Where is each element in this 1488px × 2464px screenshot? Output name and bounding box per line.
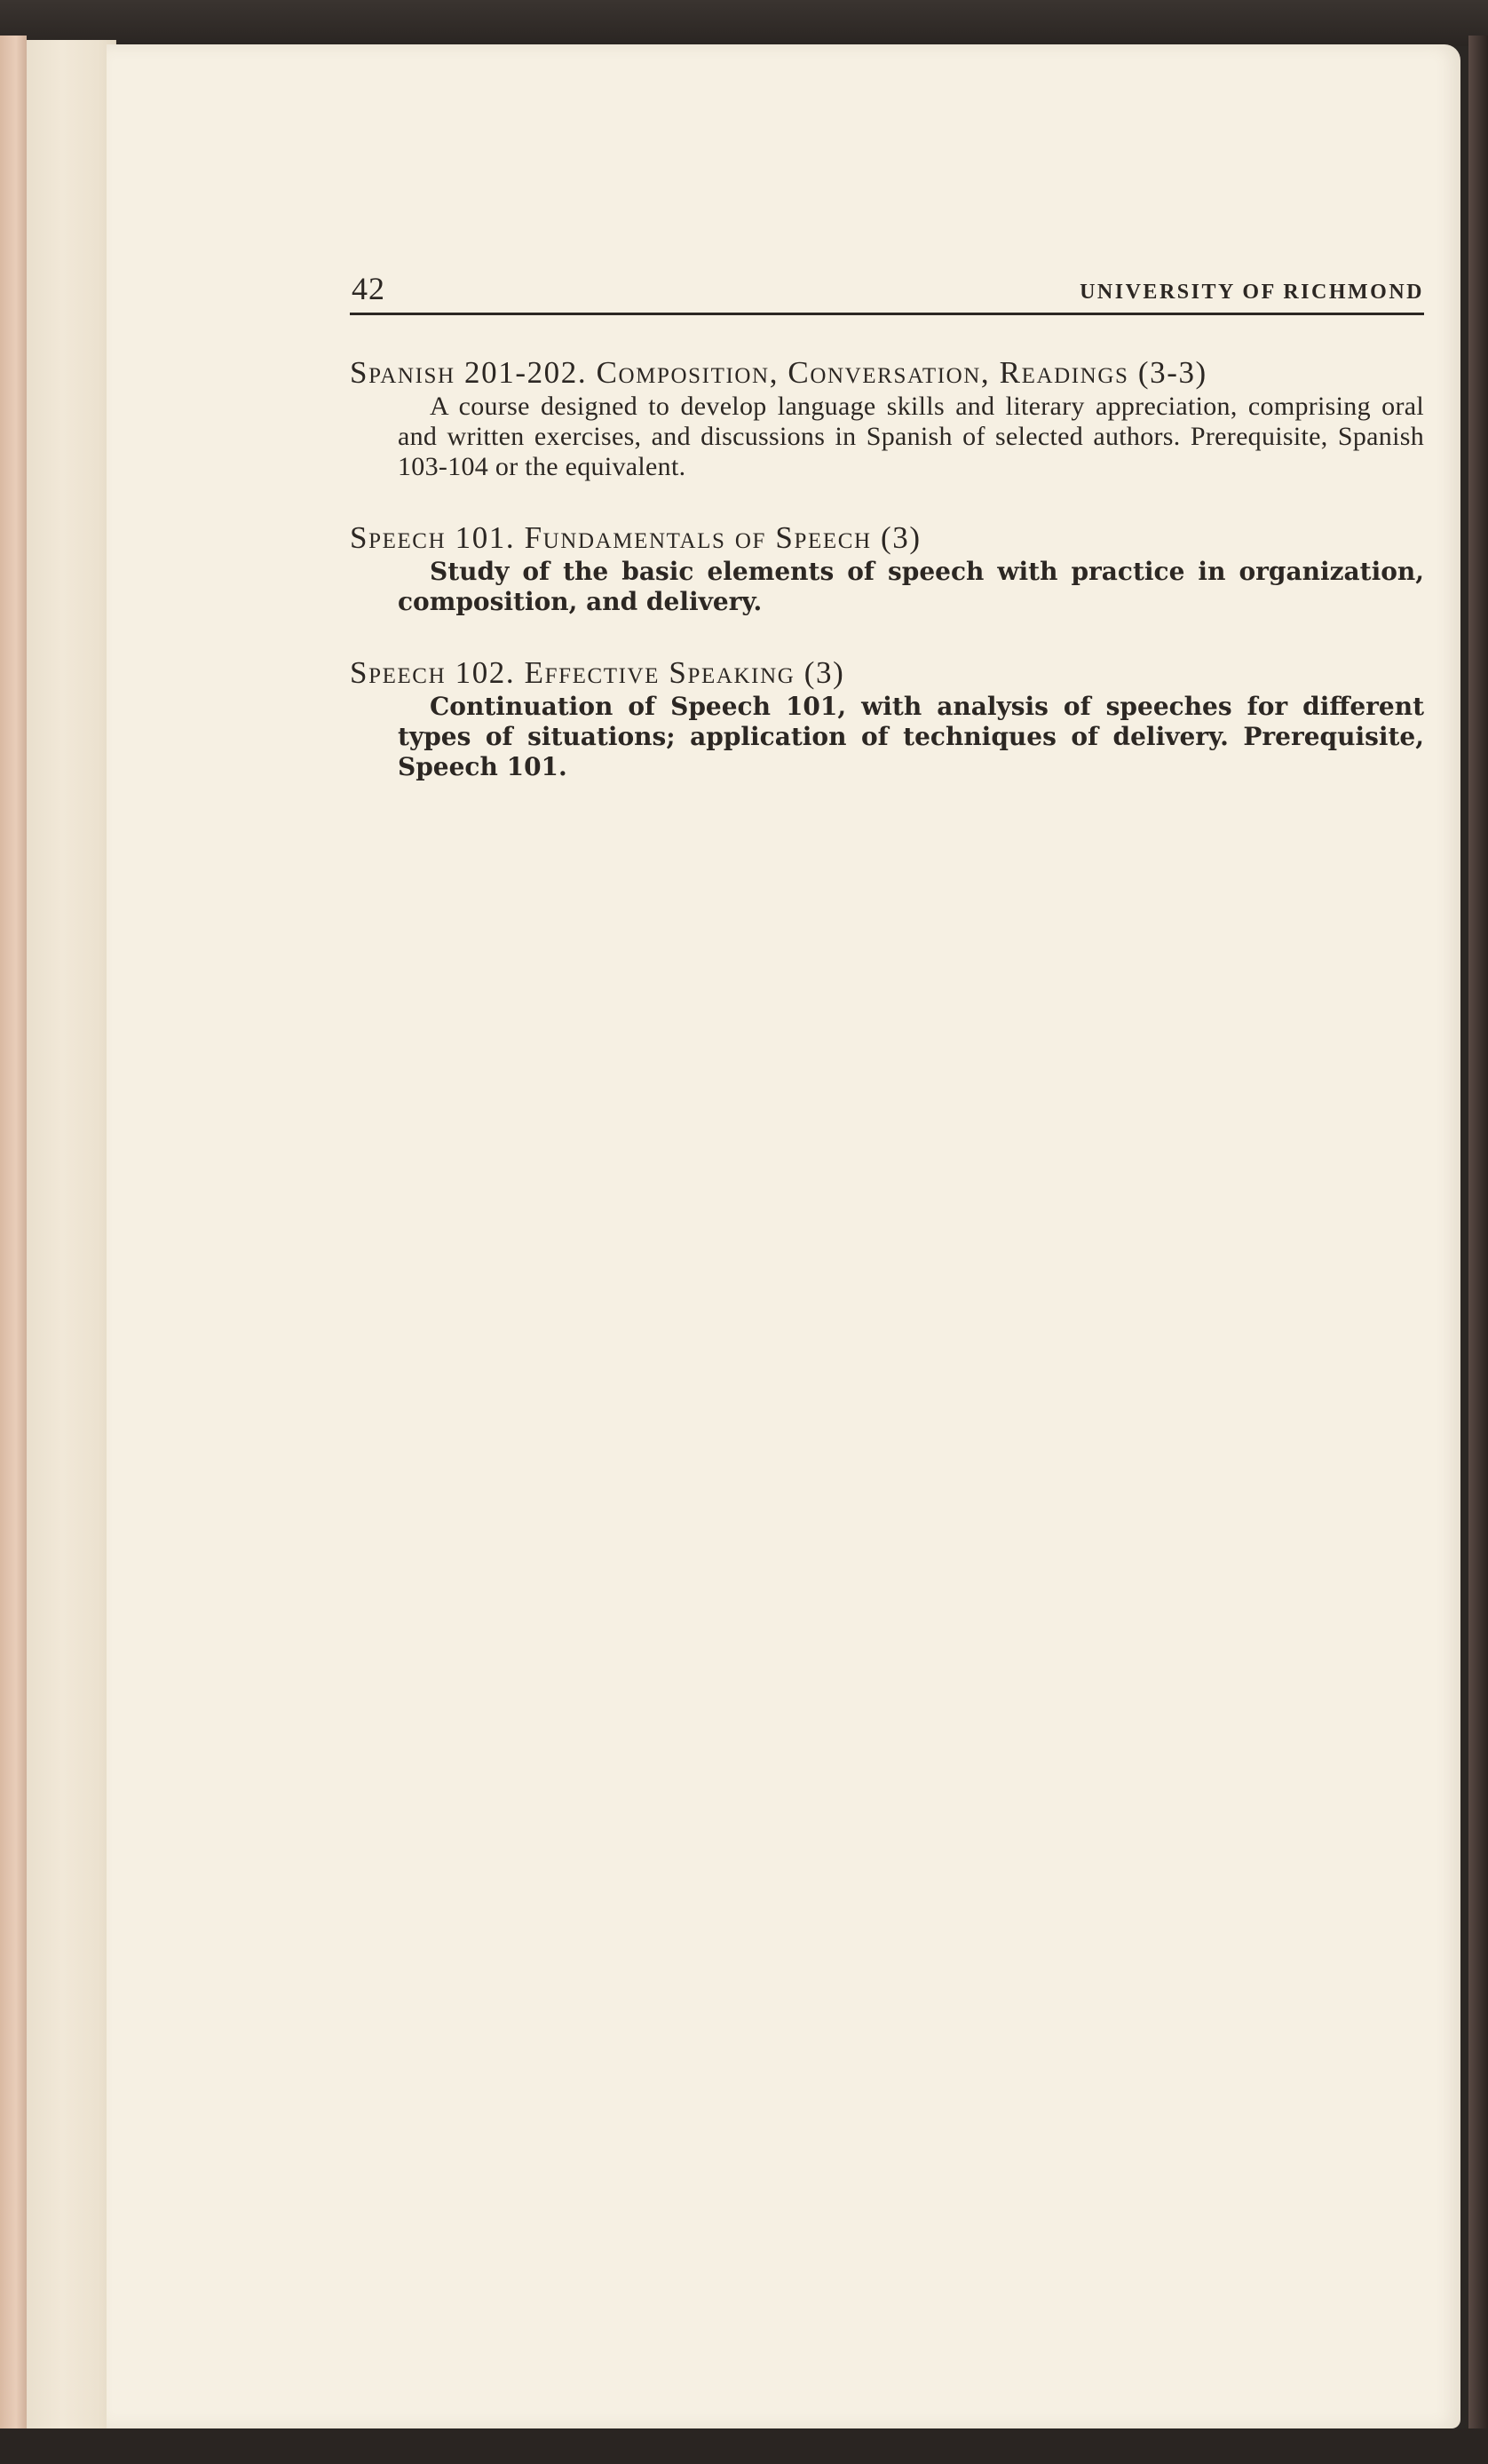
- course-description: Study of the basic elements of speech with practice in organization, composition, and delivery.: [398, 557, 1424, 616]
- course-list: [350, 354, 1424, 782]
- catalog-page: [107, 44, 1460, 2428]
- course-entry: [350, 519, 1424, 617]
- course-title: Speech 101. Fundamentals of Speech (3): [350, 520, 922, 555]
- bottom-binding-band: [0, 2428, 1488, 2464]
- course-description: Continuation of Speech 101, with analysis of speeches for different types of situations; application of techniques of delivery. Prerequisite, Speech 101.: [398, 692, 1424, 781]
- course-title: Speech 102. Effective Speaking (3): [350, 655, 845, 690]
- running-head: [350, 266, 1424, 315]
- course-description: A course designed to develop language skills and literary appreciation, comprising oral and written exercises, and discussions in Spanish of selected authors. Prerequisite, Spanish 103-104 or the equivalent.: [398, 392, 1424, 481]
- course-entry: [350, 654, 1424, 782]
- page-number: 42: [352, 271, 385, 306]
- page-content: [350, 266, 1424, 820]
- course-title: Spanish 201-202. Composition, Conversation, Readings (3-3): [350, 355, 1207, 390]
- course-entry: [350, 354, 1424, 482]
- running-title: UNIVERSITY OF RICHMOND: [1080, 281, 1424, 304]
- book-cover-edge: [0, 36, 27, 2433]
- stacked-page-edges: [27, 40, 116, 2428]
- top-binding-band: [0, 0, 1488, 46]
- right-cover-edge: [1468, 36, 1488, 2433]
